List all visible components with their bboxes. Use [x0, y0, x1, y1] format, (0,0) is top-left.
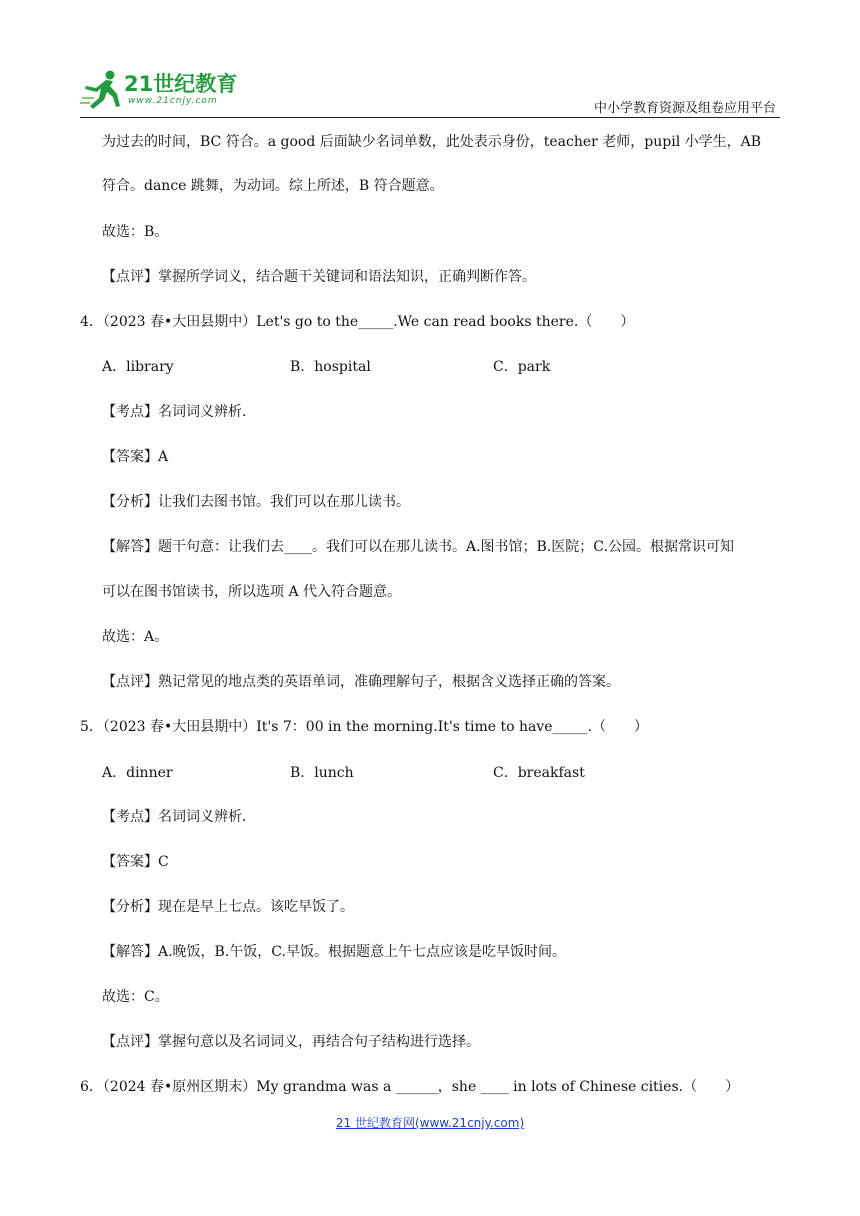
answer-choice: 故选：B。 — [102, 224, 169, 240]
comment: 【点评】熟记常见的地点类的英语单词，准确理解句子，根据含义选择正确的答案。 — [102, 674, 620, 690]
question-5-option-a: A．dinner — [102, 765, 173, 781]
footer-link[interactable]: 21 世纪教育网(www.21cnjy.com) — [335, 1116, 525, 1130]
answer: 【答案】A — [102, 449, 169, 465]
knowledge-point: 【考点】名词词义辨析． — [102, 809, 256, 825]
analysis: 【分析】让我们去图书馆。我们可以在那儿读书。 — [102, 494, 410, 510]
solution: 【解答】A.晚饭，B.午饭，C.早饭。根据题意上午七点应该是吃早饭时间。 — [102, 944, 566, 960]
analysis: 【分析】现在是早上七点。该吃早饭了。 — [102, 899, 354, 915]
solution: 【解答】题干句意：让我们去____。我们可以在那儿读书。A.图书馆；B.医院；C.公园。根据常识可知 — [102, 539, 734, 555]
knowledge-point: 【考点】名词词义辨析． — [102, 404, 256, 420]
answer-choice: 故选：A。 — [102, 629, 169, 645]
question-6: 6．（2024 春•原州区期末）My grandma was a ______，she ____ in lots of Chinese cities.（ ） — [80, 1079, 740, 1095]
logo-subtitle: www.21cnjy.com — [128, 96, 218, 106]
comment: 【点评】掌握所学词义，结合题干关键词和语法知识，正确判断作答。 — [102, 269, 536, 285]
logo — [80, 66, 250, 112]
page-header — [0, 0, 860, 120]
solution-continued: 可以在图书馆读书，所以选项 A 代入符合题意。 — [102, 584, 402, 600]
page-footer — [0, 1112, 860, 1131]
text-line: 符合。dance 跳舞，为动词。综上所述，B 符合题意。 — [102, 178, 444, 194]
question-5-option-c: C．breakfast — [493, 765, 585, 781]
comment: 【点评】掌握句意以及名词词义，再结合句子结构进行选择。 — [102, 1034, 480, 1050]
runner-logo-icon — [80, 68, 124, 110]
logo-text: 21世纪教育 — [124, 72, 238, 96]
question-4-option-c: C．park — [493, 359, 551, 375]
answer: 【答案】C — [102, 854, 169, 870]
question-4-option-b: B．hospital — [290, 359, 371, 375]
question-4: 4．（2023 春•大田县期中）Let's go to the_____.We can read books there.（ ） — [80, 314, 635, 330]
question-5-option-b: B．lunch — [290, 765, 354, 781]
question-4-option-a: A．library — [102, 359, 174, 375]
header-divider — [80, 117, 780, 118]
answer-choice: 故选：C。 — [102, 989, 169, 1005]
question-5: 5．（2023 春•大田县期中）It's 7：00 in the morning.It's time to have_____.（ ） — [80, 719, 648, 735]
text-line: 为过去的时间，BC 符合。a good 后面缺少名词单数，此处表示身份，teacher 老师，pupil 小学生，AB — [102, 134, 762, 150]
platform-name: 中小学教育资源及组卷应用平台 — [593, 101, 776, 116]
